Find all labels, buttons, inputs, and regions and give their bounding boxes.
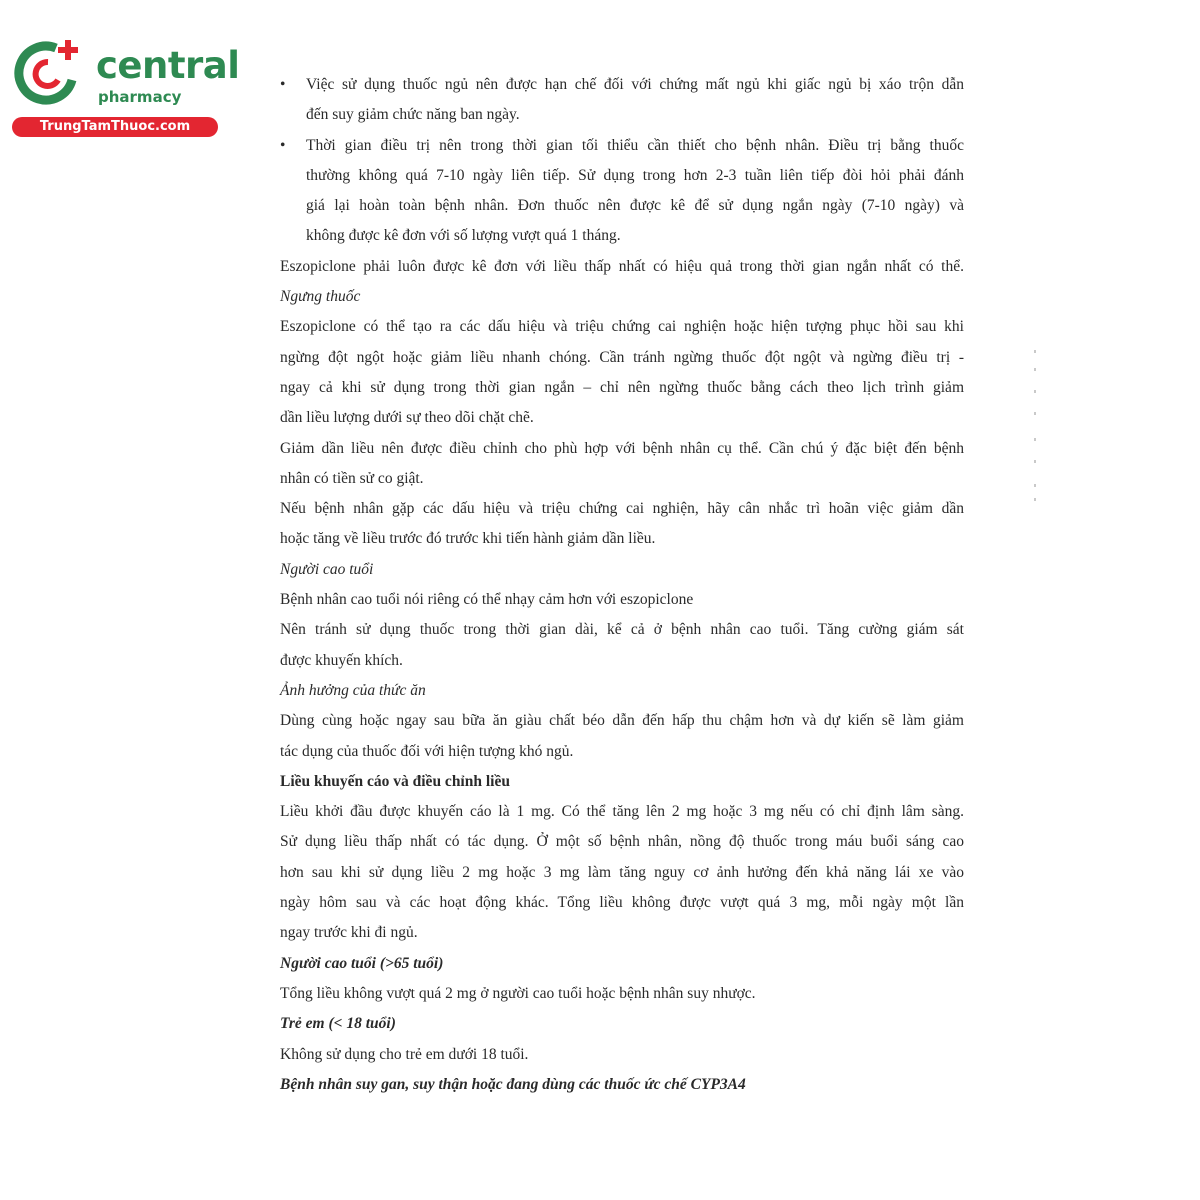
text-line: giá lại hoàn toàn bệnh nhân. Đơn thuốc nên được kê để sử dụng ngắn ngày (7-10 ngày) và [306, 197, 964, 215]
text-line: thường không quá 7-10 ngày liên tiếp. Sử dụng trong hơn 2-3 tuần liên tiếp đòi hỏi phải đánh [306, 166, 964, 184]
text-line: Việc sử dụng thuốc ngủ nên được hạn chế đối với chứng mất ngủ khi giấc ngủ bị xáo trộn dẫn [306, 76, 964, 93]
text-line: ngừng đột ngột hoặc giảm liều nhanh chóng. Cần tránh ngừng thuốc đột ngột và ngừng điều trị - [280, 348, 964, 366]
text-line: được khuyến khích. [280, 651, 403, 669]
text-line: Nên tránh sử dụng thuốc trong thời gian dài, kể cả ở bệnh nhân cao tuổi. Tăng cường giám sát [280, 621, 964, 639]
logo-tagline: TrungTamThuoc.com [12, 117, 218, 137]
scan-edge-marks [1034, 350, 1038, 500]
bullet-icon: • [280, 76, 286, 93]
text-line: Eszopiclone phải luôn được kê đơn với liều thấp nhất có hiệu quả trong thời gian ngắn nhất có thể. [280, 257, 964, 275]
bullet-icon: • [280, 136, 286, 154]
text-line: Nếu bệnh nhân gặp các dấu hiệu và triệu chứng cai nghiện, hãy cân nhắc trì hoãn việc giảm dần [280, 500, 964, 518]
bullet-line [280, 131, 964, 161]
text-line: Bệnh nhân cao tuổi nói riêng có thể nhạy cảm hơn với eszopiclone [280, 591, 694, 609]
pharmacy-cross-logo-icon [10, 36, 90, 106]
section-heading-lieu-khuyen-cao: Liều khuyến cáo và điều chỉnh liều [280, 772, 510, 790]
text-line: Eszopiclone có thể tạo ra các dấu hiệu và triệu chứng cai nghiện hoặc hiện tượng phục hồi sau khi [280, 318, 964, 336]
text-line: Dùng cùng hoặc ngay sau bữa ăn giàu chất béo dẫn đến hấp thu chậm hơn và dự kiến sẽ làm giảm [280, 712, 964, 730]
subheading-nguoi-cao-tuoi: Người cao tuổi [280, 560, 374, 578]
central-pharmacy-logo [10, 36, 240, 136]
text-line: đến suy giảm chức năng ban ngày. [306, 106, 520, 124]
text-line: Giảm dần liều nên được điều chỉnh cho phù hợp với bệnh nhân cụ thể. Cần chú ý đặc biệt đến bệnh [280, 439, 964, 457]
text-line: Tổng liều không vượt quá 2 mg ở người cao tuổi hoặc bệnh nhân suy nhược. [280, 984, 756, 1002]
subheading-ngung-thuoc: Ngưng thuốc [280, 288, 361, 306]
text-line: ngay cả khi sử dụng trong thời gian ngắn – chỉ nên ngừng thuốc bằng cách theo lịch trình giảm [280, 378, 964, 396]
text-line: Thời gian điều trị nên trong thời gian tối thiểu cần thiết cho bệnh nhân. Điều trị bằng thuốc [306, 136, 964, 154]
text-line: Liều khởi đầu được khuyến cáo là 1 mg. Có thể tăng lên 2 mg hoặc 3 mg nếu có chỉ định lâm sàng. [280, 803, 964, 821]
text-line: Sử dụng liều thấp nhất có tác dụng. Ở một số bệnh nhân, nồng độ thuốc trong máu buổi sáng cao [280, 833, 964, 851]
subheading-suy-gan-suy-than: Bệnh nhân suy gan, suy thận hoặc đang dùng các thuốc ức chế CYP3A4 [280, 1075, 746, 1093]
logo-subtitle: pharmacy [98, 88, 182, 106]
text-line: ngày hôm sau và các hoạt động khác. Tổng liều không được vượt quá 3 mg, mỗi ngày một lần [280, 894, 964, 912]
subheading-nguoi-cao-tuoi-65: Người cao tuổi (>65 tuổi) [280, 954, 444, 972]
subheading-anh-huong-thuc-an: Ảnh hưởng của thức ăn [280, 681, 426, 699]
text-line: hoặc tăng về liều trước đó trước khi tiến hành giảm dần liều. [280, 530, 656, 548]
text-line: hơn sau khi sử dụng liều 2 mg hoặc 3 mg làm tăng nguy cơ ảnh hưởng đến khả năng lái xe vào [280, 863, 964, 881]
text-line: Không sử dụng cho trẻ em dưới 18 tuổi. [280, 1045, 529, 1063]
text-line: nhân có tiền sử co giật. [280, 469, 424, 487]
text-line: ngay trước khi đi ngủ. [280, 924, 418, 942]
document-body [280, 70, 964, 1100]
text-line: không được kê đơn với số lượng vượt quá 1 tháng. [306, 227, 621, 245]
bullet-line [280, 70, 964, 100]
text-line: tác dụng của thuốc đối với hiện tượng khó ngủ. [280, 742, 574, 760]
logo-brand: central [96, 44, 240, 87]
text-line: dần liều lượng dưới sự theo dõi chặt chẽ. [280, 409, 534, 427]
subheading-tre-em: Trẻ em (< 18 tuổi) [280, 1015, 396, 1033]
